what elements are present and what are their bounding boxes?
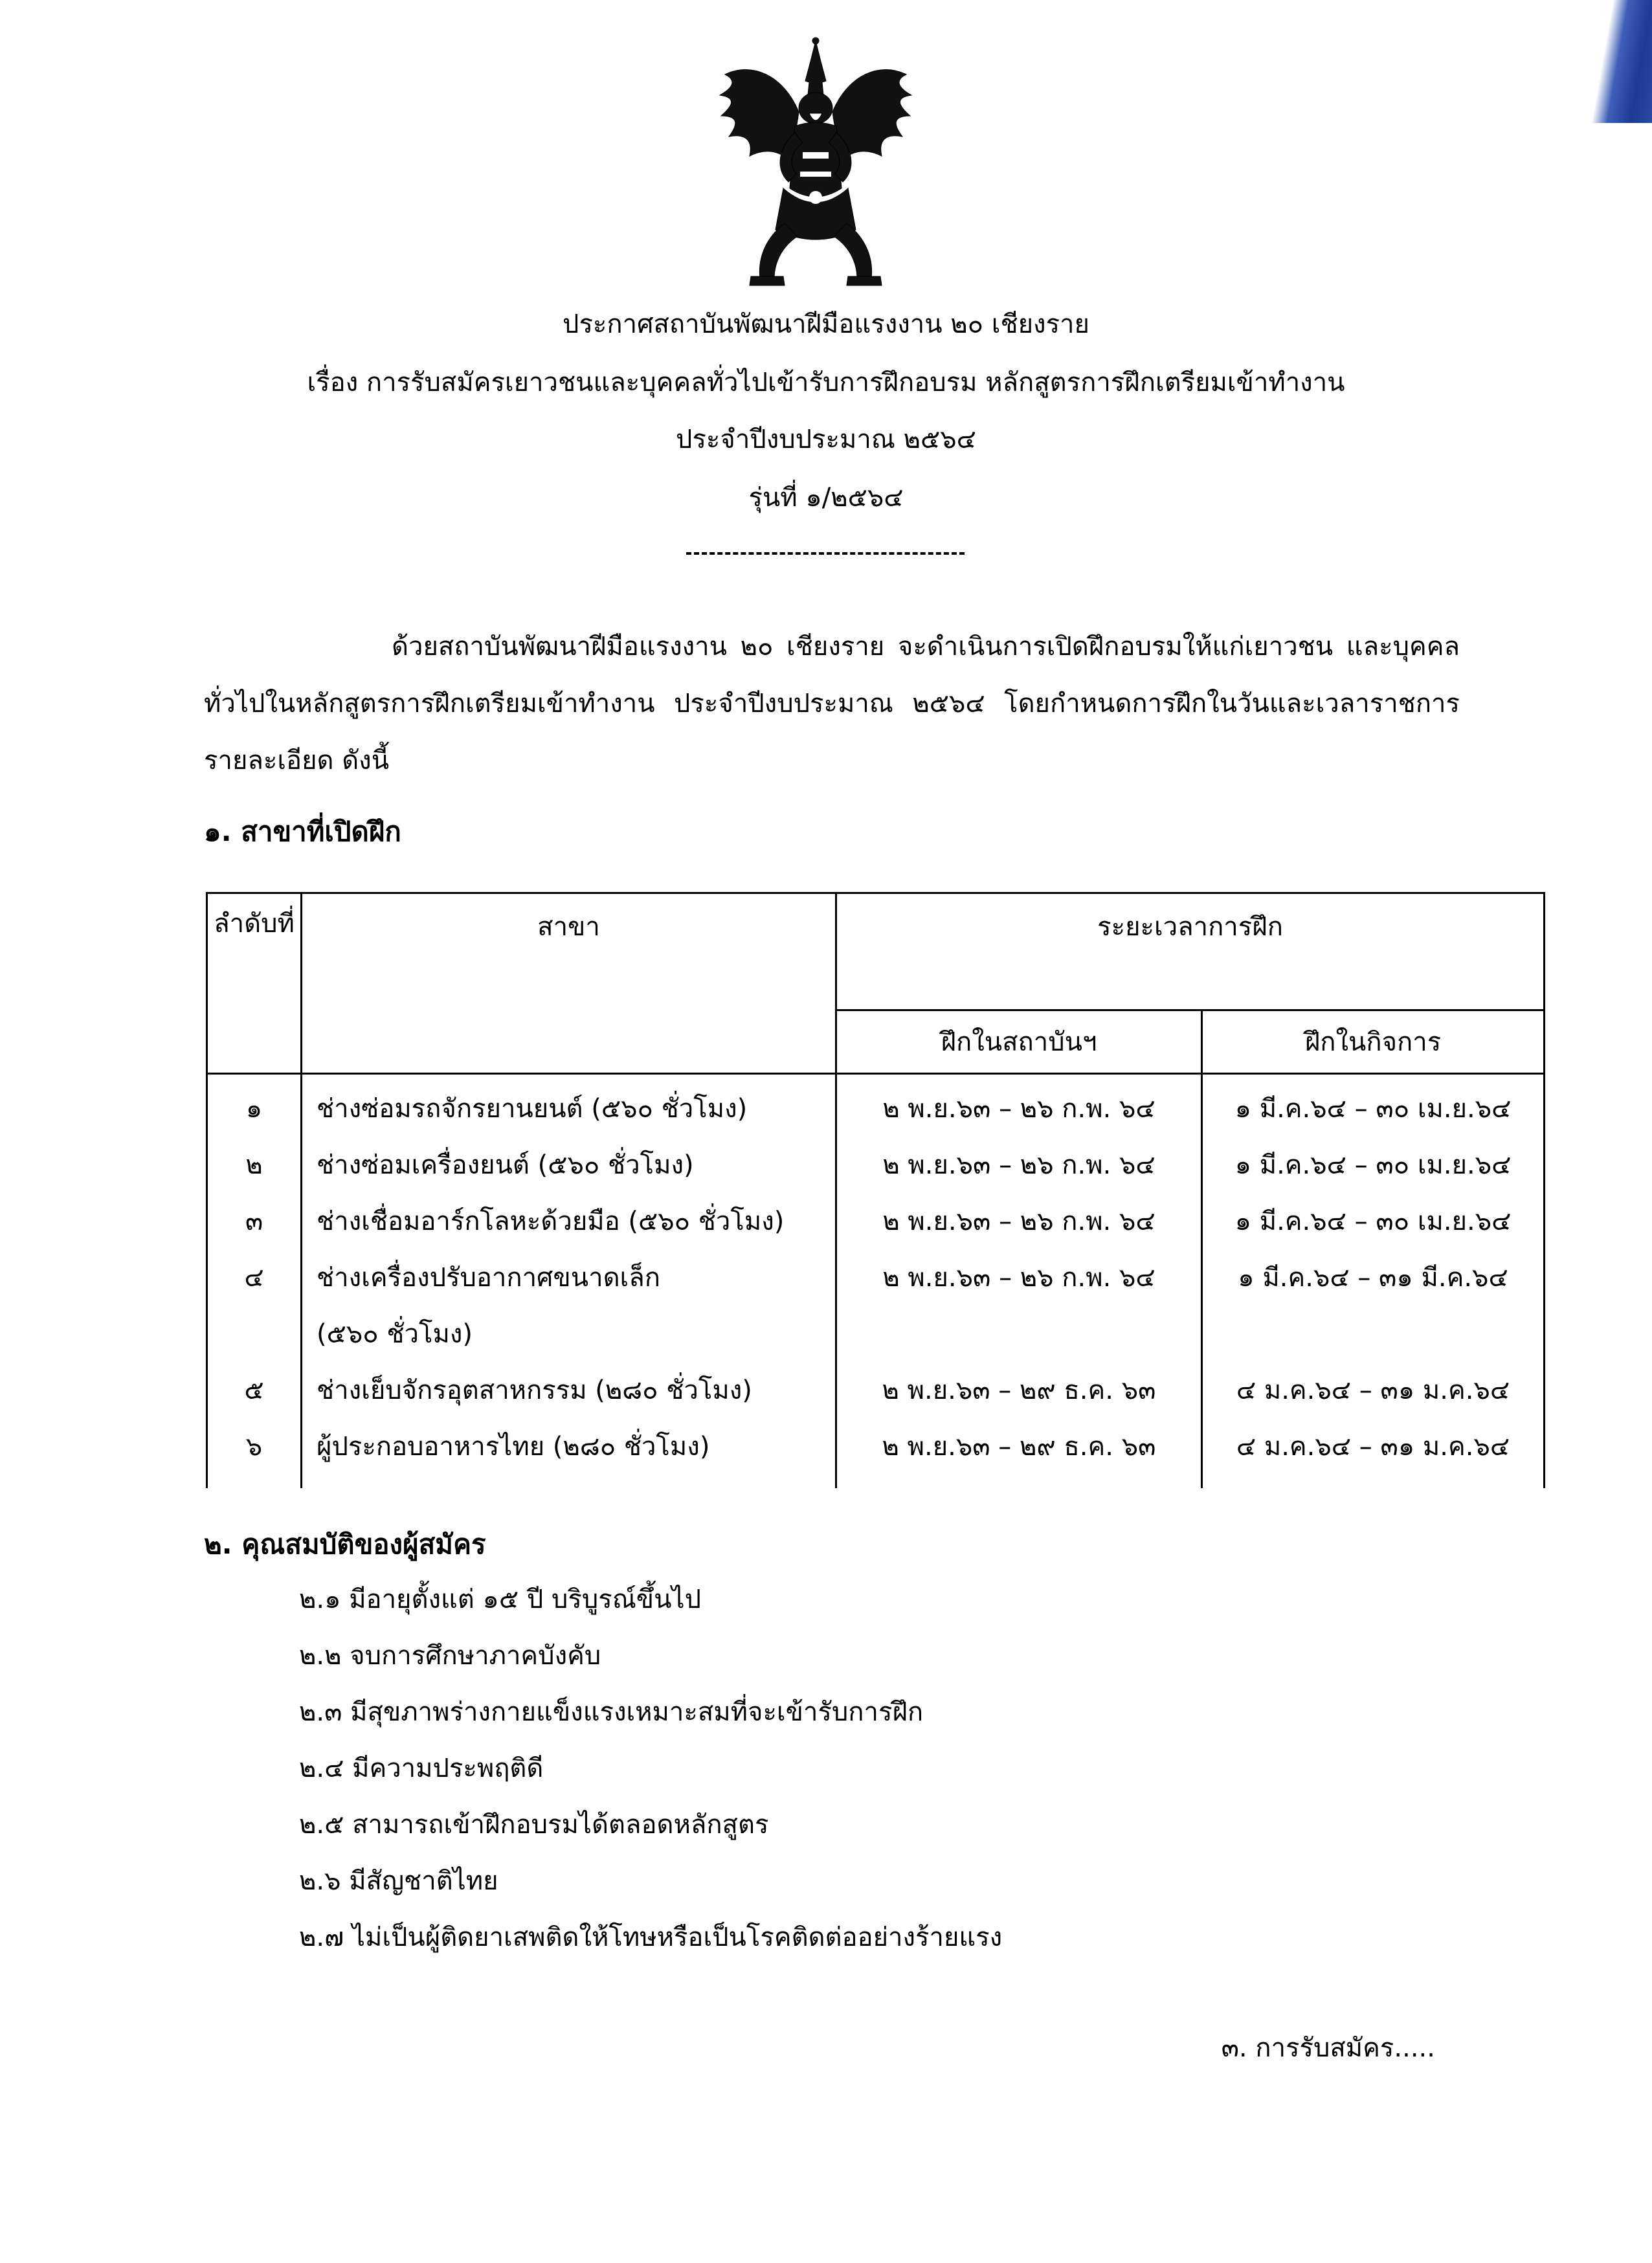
col-header-number: ลำดับที่ [207, 893, 302, 1074]
list-item: ๒.๕ สามารถเข้าฝึกอบรมได้ตลอดหลักสูตร [299, 1810, 769, 1840]
scan-edge-stripe [1587, 0, 1652, 123]
row-company-period [1202, 1306, 1545, 1363]
qualification-list [299, 1572, 1002, 1966]
row-company-period: ๑ มี.ค.๖๔ – ๓๐ เม.ย.๖๔ [1202, 1074, 1545, 1138]
announcement-title: ประกาศสถาบันพัฒนาฝีมือแรงงาน ๒๐ เชียงราย [563, 309, 1089, 339]
header-divider [686, 552, 965, 555]
col-header-company: ฝึกในกิจการ [1202, 1010, 1545, 1073]
row-institute-period: ๒ พ.ย.๖๓ – ๒๖ ก.พ. ๖๔ [836, 1137, 1202, 1194]
list-item: ๒.๓ มีสุขภาพร่างกายแข็งแรงเหมาะสมที่จะเข้ารับการฝึก [299, 1697, 924, 1727]
row-number: ๔ [207, 1250, 302, 1306]
row-number: ๑ [207, 1074, 302, 1138]
table-row [207, 1250, 1545, 1306]
row-institute-period: ๒ พ.ย.๖๓ – ๒๖ ก.พ. ๖๔ [836, 1194, 1202, 1250]
fiscal-year-line: ประจำปีงบประมาณ ๒๕๖๔ [676, 425, 976, 454]
col-header-branch: สาขา [302, 893, 836, 1074]
table-row [207, 1363, 1545, 1419]
row-company-period: ๑ มี.ค.๖๔ – ๓๐ เม.ย.๖๔ [1202, 1137, 1545, 1194]
row-branch: ช่างเย็บจักรอุตสาหกรรม (๒๘๐ ชั่วโมง) [302, 1363, 836, 1419]
list-item: ๒.๔ มีความประพฤติดี [299, 1754, 544, 1783]
list-item: ๒.๑ มีอายุตั้งแต่ ๑๕ ปี บริบูรณ์ขึ้นไป [299, 1585, 701, 1614]
row-branch: ผู้ประกอบอาหารไทย (๒๘๐ ชั่วโมง) [302, 1419, 836, 1488]
table-row [207, 1137, 1545, 1194]
list-item: ๒.๒ จบการศึกษาภาคบังคับ [299, 1641, 601, 1671]
table-row [207, 1074, 1545, 1138]
garuda-emblem [712, 36, 919, 288]
row-number: ๖ [207, 1419, 302, 1488]
batch-line: รุ่นที่ ๑/๒๕๖๔ [748, 483, 904, 513]
row-branch: ช่างซ่อมเครื่องยนต์ (๕๖๐ ชั่วโมง) [302, 1137, 836, 1194]
table-row [207, 1306, 1545, 1363]
table-row [207, 1194, 1545, 1250]
row-institute-period: ๒ พ.ย.๖๓ – ๒๖ ก.พ. ๖๔ [836, 1250, 1202, 1306]
list-item: ๒.๖ มีสัญชาติไทย [299, 1866, 498, 1896]
col-header-institute: ฝึกในสถาบันฯ [836, 1010, 1202, 1073]
row-number [207, 1306, 302, 1363]
table-row [207, 1419, 1545, 1488]
row-number: ๒ [207, 1137, 302, 1194]
row-branch: ช่างเชื่อมอาร์กโลหะด้วยมือ (๕๖๐ ชั่วโมง) [302, 1194, 836, 1250]
list-item: ๒.๗ ไม่เป็นผู้ติดยาเสพติดให้โทษหรือเป็นโรคติดต่ออย่างร้ายแรง [299, 1923, 1003, 1952]
row-institute-period [836, 1306, 1202, 1363]
row-company-period: ๔ ม.ค.๖๔ – ๓๑ ม.ค.๖๔ [1202, 1363, 1545, 1419]
row-institute-period: ๒ พ.ย.๖๓ – ๒๖ ก.พ. ๖๔ [836, 1074, 1202, 1138]
announcement-subject: เรื่อง การรับสมัครเยาวชนและบุคคลทั่วไปเข้ารับการฝึกอบรม หลักสูตรการฝึกเตรียมเข้าทำงาน [307, 368, 1345, 397]
intro-text: ด้วยสถาบันพัฒนาฝีมือแรงงาน ๒๐ เชียงราย จะดำเนินการเปิดฝึกอบรมให้แก่เยาวชน และบุคคลทั่วไปในหลักสูตรการฝึกเตรียมเข้าทำงาน ประจำปีงบประมาณ ๒๕๖๔ โดยกำหนดการฝึกในวันและเวลาราชการ รายละเอียด ดังนี้ [204, 632, 1460, 775]
row-number: ๕ [207, 1363, 302, 1419]
intro-paragraph [204, 618, 1460, 789]
row-branch: ช่างซ่อมรถจักรยานยนต์ (๕๖๐ ชั่วโมง) [302, 1074, 836, 1138]
col-header-duration: ระยะเวลาการฝึก [836, 893, 1545, 1010]
row-institute-period: ๒ พ.ย.๖๓ – ๒๙ ธ.ค. ๖๓ [836, 1363, 1202, 1419]
row-company-period: ๔ ม.ค.๖๔ – ๓๑ ม.ค.๖๔ [1202, 1419, 1545, 1488]
section-2-title: ๒. คุณสมบัติของผู้สมัคร [204, 1528, 486, 1560]
row-number: ๓ [207, 1194, 302, 1250]
continuation-note: ๓. การรับสมัคร..... [1221, 2033, 1435, 2063]
row-company-period: ๑ มี.ค.๖๔ – ๓๑ มี.ค.๖๔ [1202, 1250, 1545, 1306]
course-table [206, 892, 1545, 1488]
section-1-title: ๑. สาขาที่เปิดฝึก [204, 816, 401, 847]
row-company-period: ๑ มี.ค.๖๔ – ๓๐ เม.ย.๖๔ [1202, 1194, 1545, 1250]
row-institute-period: ๒ พ.ย.๖๓ – ๒๙ ธ.ค. ๖๓ [836, 1419, 1202, 1488]
row-branch: (๕๖๐ ชั่วโมง) [302, 1306, 836, 1363]
row-branch: ช่างเครื่องปรับอากาศขนาดเล็ก [302, 1250, 836, 1306]
